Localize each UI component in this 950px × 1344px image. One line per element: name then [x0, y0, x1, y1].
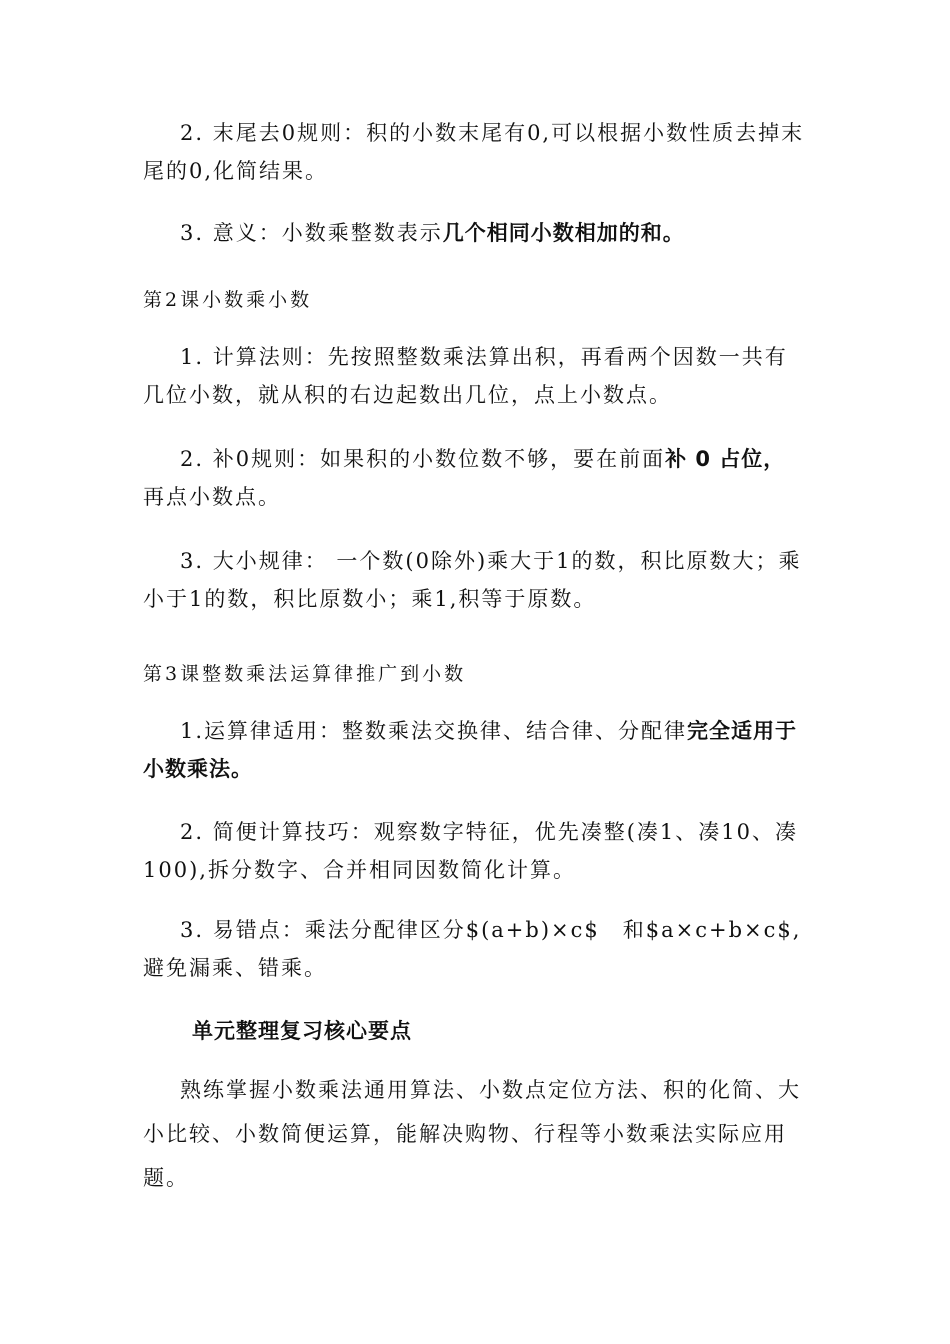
lesson2-item2-emphasis: 补 0 占位， — [665, 447, 786, 471]
lesson3-item3: 3. 易错点：乘法分配律区分$(a+b)×c$ 和$a×c+b×c$, 避免漏乘、错乘。 — [143, 918, 848, 980]
lesson3-item1: 1.运算律适用：整数乘法交换律、结合律、分配律完全适用于小数乘法。 — [143, 719, 798, 781]
lesson1-item3: 3. 意义：小数乘整数表示几个相同小数相加的和。 — [180, 221, 685, 245]
lesson3-item2: 2. 简便计算技巧：观察数字特征，优先凑整(凑1、凑10、凑100),拆分数字、合并相同因数简化计算。 — [143, 820, 798, 882]
lesson1-item2: 2. 末尾去0规则：积的小数末尾有0,可以根据小数性质去掉末尾的0,化简结果。 — [143, 121, 805, 183]
lesson2-item3: 3. 大小规律： 一个数(0除外)乘大于1的数，积比原数大；乘小于1的数，积比原数小；乘1,积等于原数。 — [143, 549, 802, 611]
lesson1-item3-emphasis: 几个相同小数相加的和。 — [442, 221, 685, 245]
lesson2-item1: 1. 计算法则：先按照整数乘法算出积，再看两个因数一共有几位小数，就从积的右边起数出几位，点上小数点。 — [143, 345, 788, 407]
lesson3-item1-emphasis: 完全适用于小数乘法。 — [143, 719, 798, 781]
lesson2-heading: 第2课小数乘小数 — [143, 289, 313, 311]
lesson2-item2: 2. 补0规则：如果积的小数位数不够，要在前面补 0 占位，再点小数点。 — [143, 447, 786, 509]
summary-body: 熟练掌握小数乘法通用算法、小数点定位方法、积的化简、大小比较、小数简便运算，能解决购物、行程等小数乘法实际应用题。 — [143, 1078, 801, 1190]
summary-title: 单元整理复习核心要点 — [192, 1019, 412, 1043]
lesson3-heading: 第3课整数乘法运算律推广到小数 — [143, 663, 467, 685]
